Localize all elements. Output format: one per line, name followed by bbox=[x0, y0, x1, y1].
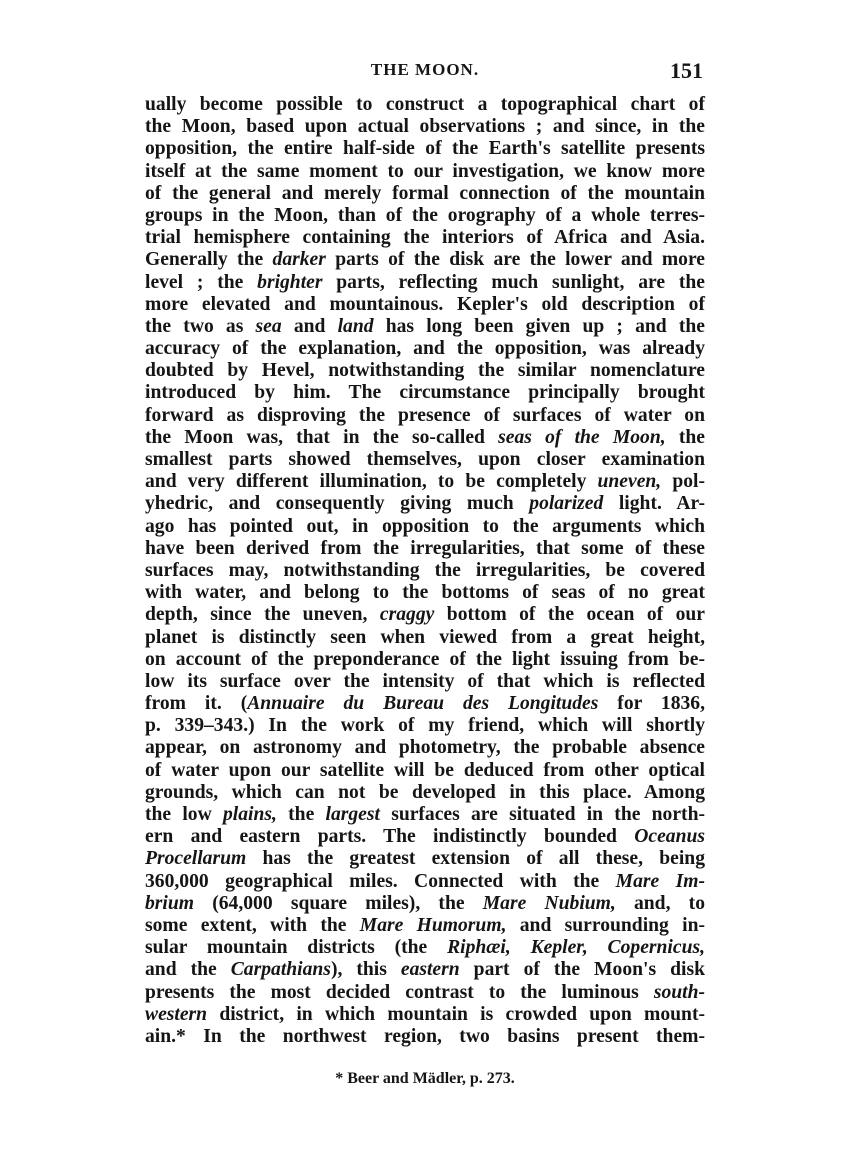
text-span: the two as bbox=[145, 315, 256, 337]
italic-text: seas of the Moon, bbox=[498, 426, 666, 448]
italic-text: polarized bbox=[529, 493, 604, 515]
italic-text: land bbox=[337, 315, 374, 337]
text-line bbox=[145, 582, 705, 604]
text-span: parts of the disk are the lower and more bbox=[325, 249, 705, 271]
text-line bbox=[145, 848, 705, 870]
italic-text: Oceanus bbox=[634, 826, 705, 848]
text-span: (64,000 square miles), the bbox=[194, 892, 483, 914]
text-span: Generally the bbox=[145, 249, 273, 271]
text-line bbox=[145, 1026, 705, 1048]
text-line bbox=[145, 604, 705, 626]
text-line bbox=[145, 316, 705, 338]
italic-text: eastern bbox=[400, 959, 460, 981]
text-line bbox=[145, 826, 705, 848]
text-span: of water upon our satellite will be deduced from other optical bbox=[145, 759, 705, 781]
italic-text: brium bbox=[145, 892, 195, 914]
text-span: ually become possible to construct a topographical chart of bbox=[145, 94, 705, 115]
text-span: and very different illumination, to be completely bbox=[145, 471, 598, 493]
page-number: 151 bbox=[670, 58, 703, 83]
text-line bbox=[145, 782, 705, 804]
text-span: 360,000 geographical miles. Connected with the bbox=[145, 870, 616, 892]
text-span: the bbox=[276, 804, 326, 825]
text-line bbox=[145, 227, 705, 249]
text-span: yhedric, and consequently giving much bbox=[145, 493, 530, 515]
italic-text: largest bbox=[325, 804, 380, 825]
text-line bbox=[145, 249, 705, 271]
italic-text: western bbox=[145, 1003, 208, 1025]
text-span: low its surface over the intensity of that which is reflected bbox=[145, 670, 705, 692]
text-span: on account of the preponderance of the light issuing from be- bbox=[145, 648, 705, 670]
text-span: accuracy of the explanation, and the opposition, was already bbox=[145, 338, 705, 360]
text-line bbox=[145, 471, 705, 493]
italic-text: sea bbox=[255, 315, 282, 337]
text-span: has long been given up ; and the bbox=[373, 315, 705, 337]
text-line bbox=[145, 94, 705, 116]
italic-text: south- bbox=[653, 981, 705, 1003]
text-line bbox=[145, 272, 705, 294]
text-line bbox=[145, 493, 705, 515]
text-span: doubted by Hevel, notwithstanding the similar nomenclature bbox=[145, 360, 705, 382]
text-span: forward as disproving the presence of surfaces of water on bbox=[145, 404, 705, 426]
text-line bbox=[145, 715, 705, 737]
text-span: appear, on astronomy and photometry, the probable absence bbox=[145, 737, 705, 759]
text-span: bottom of the ocean of our bbox=[434, 604, 705, 626]
text-span: ), this bbox=[330, 959, 401, 981]
text-span: ago has pointed out, in opposition to the arguments which bbox=[145, 515, 705, 537]
text-span: sular mountain districts (the bbox=[145, 937, 448, 959]
text-span: from it. ( bbox=[145, 693, 248, 715]
text-span: grounds, which can not be developed in this place. Among bbox=[145, 781, 705, 803]
text-line bbox=[145, 116, 705, 138]
text-span: and surrounding in- bbox=[506, 914, 705, 936]
text-line bbox=[145, 205, 705, 227]
text-line bbox=[145, 405, 705, 427]
text-span: have been derived from the irregularities, that some of these bbox=[145, 537, 705, 559]
italic-text: plains, bbox=[223, 804, 277, 825]
italic-text: craggy bbox=[379, 604, 435, 626]
text-span: has the greatest extension of all these, being bbox=[246, 848, 705, 870]
text-span: parts, reflecting much sunlight, are the bbox=[322, 271, 705, 293]
text-span: trial hemisphere containing the interiors of Africa and Asia. bbox=[145, 227, 705, 249]
text-line bbox=[145, 693, 705, 715]
text-line bbox=[145, 183, 705, 205]
text-span: surfaces are situated in the north- bbox=[379, 804, 705, 825]
text-span: itself at the same moment to our investigation, we know more bbox=[145, 160, 705, 182]
text-line bbox=[145, 649, 705, 671]
text-span: smallest parts showed themselves, upon closer examination bbox=[145, 449, 705, 470]
italic-text: darker bbox=[272, 249, 326, 271]
text-line bbox=[145, 338, 705, 360]
italic-text: Carpathians bbox=[230, 959, 331, 981]
text-span: the Moon, based upon actual observations ; and since, in the bbox=[145, 116, 705, 138]
italic-text: brighter bbox=[257, 271, 323, 293]
text-span: groups in the Moon, than of the orography of a whole terres- bbox=[145, 204, 705, 226]
text-line bbox=[145, 538, 705, 560]
italic-text: uneven, bbox=[597, 471, 662, 493]
italic-text: Procellarum bbox=[145, 848, 247, 870]
text-line bbox=[145, 294, 705, 316]
text-span: with water, and belong to the bottoms of seas of no great bbox=[145, 582, 705, 604]
text-line bbox=[145, 560, 705, 582]
running-title: THE MOON. bbox=[370, 60, 480, 79]
text-line bbox=[145, 804, 705, 826]
text-span: and, to bbox=[615, 892, 705, 914]
text-span: and bbox=[281, 315, 338, 337]
text-span: p. 339–343.) In the work of my friend, which will shortly bbox=[145, 715, 705, 737]
text-line bbox=[145, 516, 705, 538]
text-span: district, in which mountain is crowded upon mount- bbox=[207, 1003, 705, 1025]
italic-text: Riphæi, Kepler, Copernicus, bbox=[447, 937, 705, 959]
italic-text: Mare Nubium, bbox=[482, 892, 616, 914]
italic-text: Annuaire du Bureau des Longitudes bbox=[247, 693, 599, 715]
text-span: planet is distinctly seen when viewed from a great height, bbox=[145, 626, 705, 648]
text-span: and the bbox=[145, 959, 231, 981]
italic-text: Mare Im- bbox=[615, 870, 705, 892]
text-span: the Moon was, that in the so-called bbox=[145, 426, 499, 448]
text-span: part of the Moon's disk bbox=[459, 959, 705, 981]
italic-text: Mare Humorum, bbox=[359, 914, 507, 936]
text-span: presents the most decided contrast to the luminous bbox=[145, 981, 654, 1003]
text-line bbox=[145, 737, 705, 759]
text-line bbox=[145, 627, 705, 649]
body-text bbox=[145, 94, 705, 1048]
text-line bbox=[145, 959, 705, 981]
text-line bbox=[145, 760, 705, 782]
text-span: for 1836, bbox=[598, 693, 705, 715]
text-span: light. Ar- bbox=[603, 493, 705, 515]
footnote: * Beer and Mädler, p. 273. bbox=[335, 1070, 515, 1087]
text-span: more elevated and mountainous. Kepler's old description of bbox=[145, 293, 705, 315]
text-span: pol- bbox=[661, 471, 705, 493]
text-line bbox=[145, 915, 705, 937]
text-span: level ; the bbox=[145, 271, 258, 293]
text-line bbox=[145, 427, 705, 449]
text-line bbox=[145, 161, 705, 183]
text-line bbox=[145, 671, 705, 693]
text-line bbox=[145, 893, 705, 915]
text-span: introduced by him. The circumstance principally brought bbox=[145, 382, 705, 404]
text-line bbox=[145, 360, 705, 382]
text-line bbox=[145, 982, 705, 1004]
text-span: of the general and merely formal connection of the mountain bbox=[145, 182, 705, 204]
text-span: opposition, the entire half-side of the Earth's satellite presents bbox=[145, 138, 705, 160]
page-header bbox=[145, 58, 705, 88]
text-line bbox=[145, 871, 705, 893]
text-span: the bbox=[665, 426, 705, 448]
text-span: the low bbox=[145, 804, 223, 825]
text-line bbox=[145, 1004, 705, 1026]
text-span: some extent, with the bbox=[145, 914, 360, 936]
text-line bbox=[145, 937, 705, 959]
text-span: ern and eastern parts. The indistinctly bounded bbox=[145, 826, 635, 848]
text-span: depth, since the uneven, bbox=[145, 604, 380, 626]
text-line bbox=[145, 138, 705, 160]
text-line bbox=[145, 382, 705, 404]
text-span: ain.* In the northwest region, two basins present them- bbox=[145, 1025, 705, 1047]
text-line bbox=[145, 449, 705, 471]
text-span: surfaces may, notwithstanding the irregularities, be covered bbox=[145, 559, 705, 581]
